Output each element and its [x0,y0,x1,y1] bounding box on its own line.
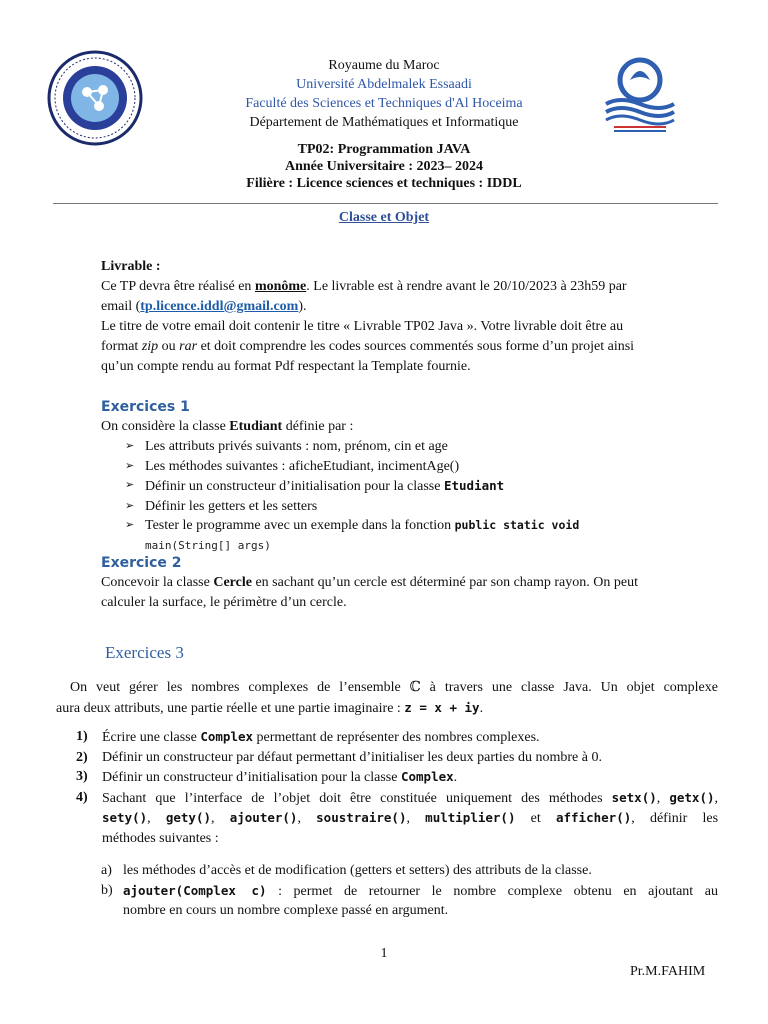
text: . [479,701,484,716]
text: , [211,811,230,826]
country-name: Royaume du Maroc [328,58,440,73]
sub-item-b [101,881,718,921]
exercise-3-intro-line-1: On veut gérer les nombres complexes de l’ensemble ℂ à travers une classe Java. Un objet complexe [70,680,718,695]
item-number: 3) [76,769,88,784]
livrable-line-5: qu’un compte rendu au format Pdf respectant la Template fournie. [101,359,471,374]
text: , définir les [631,811,719,826]
livrable-line-4 [101,337,701,357]
code-text: soustraire() [316,810,407,825]
text: Sachant que l’interface de l’objet doit être constituée uniquement des méthodes [102,790,612,806]
list-item [125,457,721,477]
code-text: ajouter(Complex c) [123,882,267,898]
list-item [125,476,721,497]
arrow-bullet-icon: ➢ [125,440,135,452]
list-item [76,748,718,768]
exercise-1-section [101,397,721,555]
livrable-line-2 [101,297,701,317]
institution-header [0,56,768,132]
class-name: Cercle [213,575,252,590]
exercise-3-sublist [101,861,718,921]
item-number: 1) [76,729,88,744]
faculty-name: Faculté des Sciences et Techniques d'Al Hoceima [245,96,523,111]
text: format [101,339,142,354]
item-number: 2) [76,749,88,765]
code-text: afficher() [555,810,632,825]
item-number: 4) [76,789,88,805]
email-link[interactable]: tp.licence.iddl@gmail.com [140,299,299,314]
code-text: Etudiant [443,478,505,493]
program-name: Filière : Licence sciences et techniques : IDDL [246,176,522,191]
code-text: gety() [165,810,212,825]
exercise-1-heading: Exercices 1 [101,399,190,415]
text: définie par : [282,419,354,434]
text: Ce TP devra être réalisé en [101,279,255,294]
text: Définir un constructeur par défaut permettant d’initialiser les deux parties du nombre à 0. [102,749,602,765]
livrable-section [101,257,701,377]
sub-item-label: b) [101,882,113,898]
item-4-line-3: méthodes suivantes : [102,830,219,846]
bullet-text: Les attributs privés suivants : nom, prénom, cin et age [145,439,448,454]
code-text: public static void [454,518,580,532]
text: et [515,811,556,826]
code-text: setx() [611,789,657,805]
author-name: Pr.M.FAHIM [630,964,706,979]
text: email ( [101,299,141,314]
arrow-bullet-icon: ➢ [125,459,135,472]
text: ou [158,339,180,354]
header-divider [53,203,718,204]
code-text: Complex [200,729,254,744]
code-text: sety() [102,810,148,825]
text: , [656,790,670,806]
code-text: z = x + iy [404,700,480,715]
department-name: Département de Mathématiques et Informatique [249,115,519,130]
list-item [76,727,718,748]
text: permettant de représenter des nombres complexes. [253,730,540,745]
course-info [0,141,768,192]
sub-item-a [101,861,718,881]
exercise-3-list [76,727,718,848]
sub-item-label: a) [101,863,112,878]
university-name: Université Abdelmalek Essaadi [296,77,472,92]
text: On considère la classe [101,419,230,434]
list-item [76,767,718,788]
monome-emphasis: monôme [254,279,307,294]
text: et doit comprendre les codes sources commentés sous forme d’un projet ainsi [197,339,635,354]
text: , [297,811,317,826]
list-item [125,497,721,517]
bullet-text: Définir un constructeur d’initialisation pour la classe [145,479,444,494]
text: , [147,811,166,826]
arrow-bullet-icon: ➢ [125,499,135,512]
code-text: main(String[] args) [145,538,271,552]
code-text: multiplier() [425,810,516,825]
text: , [406,811,426,826]
bullet-text: Les méthodes suivantes : aficheEtudiant, incimentAge() [145,458,460,474]
document-title: Classe et Objet [338,210,430,225]
text: ). [298,299,307,314]
text: . [453,770,458,785]
exercise-3-heading: Exercices 3 [105,643,184,662]
page-number: 1 [380,946,388,961]
text: les méthodes d’accès et de modification (getters et setters) des attributs de la classe. [123,863,592,878]
code-text: getx() [669,789,715,805]
text: Écrire une classe [102,730,201,745]
text: aura deux attributs, une partie réelle et une partie imaginaire : [56,701,405,716]
item-4-line-2 [102,808,718,829]
class-name: Etudiant [229,419,283,434]
exercise-2-heading: Exercice 2 [101,555,182,571]
exercise-3-intro [56,678,718,719]
arrow-bullet-icon: ➢ [125,479,135,491]
exercise-2-line-2: calculer la surface, le périmètre d’un cercle. [101,595,347,610]
exercise-3-intro-line-2 [56,698,718,719]
course-title: TP02: Programmation JAVA [297,142,471,157]
bullet-text: Tester le programme avec un exemple dans la fonction [145,518,455,533]
bullet-text: Définir les getters et les setters [145,498,318,514]
text: , [714,790,719,806]
exercise-1-intro [101,417,721,437]
text: Définir un constructeur d’initialisation pour la classe [102,770,401,785]
code-text: ajouter() [229,810,298,825]
list-item [125,516,721,555]
sub-item-b-line-1 [123,881,718,902]
rar-format: rar [179,339,198,354]
text: . Le livrable est à rendre avant le 20/10/2023 à 23h59 par [306,279,627,294]
exercise-2-line-1 [101,573,721,593]
zip-format: zip [141,339,159,354]
text: en sachant qu’un cercle est déterminé par son champ rayon. On peut [251,575,638,590]
academic-year: Année Universitaire : 2023– 2024 [284,159,484,174]
text: : permet de retourner le nombre complexe obtenu en ajoutant au [266,883,718,899]
list-item [125,437,721,457]
sub-item-b-line-2: nombre en cours un nombre complexe passé en argument. [123,903,449,918]
code-text: Complex [400,769,454,784]
list-item [76,788,718,849]
text: Concevoir la classe [101,575,214,590]
item-4-line-1 [102,788,718,809]
livrable-heading: Livrable : [101,259,161,274]
livrable-line-3: Le titre de votre email doit contenir le titre « Livrable TP02 Java ». Votre livrable doit être au [101,319,624,334]
livrable-line-1 [101,277,701,297]
exercise-2-section [101,553,721,613]
arrow-bullet-icon: ➢ [125,519,135,531]
